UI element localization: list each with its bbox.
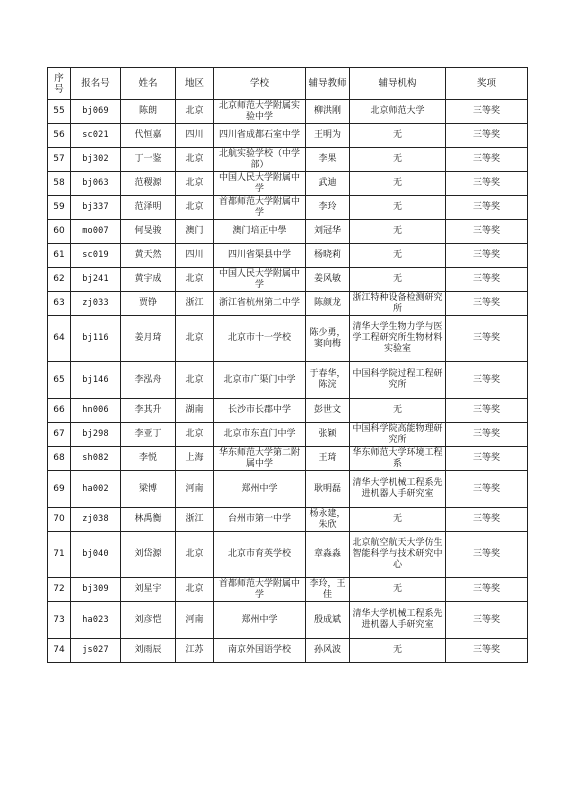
- cell-region: 江苏: [176, 639, 214, 663]
- award-list-page: [47, 67, 528, 663]
- cell-no: 56: [48, 124, 71, 148]
- table-row: [48, 196, 528, 220]
- cell-region: 浙江: [176, 508, 214, 532]
- header-reg: 报名号: [71, 68, 121, 100]
- cell-no: 62: [48, 268, 71, 292]
- cell-reg: zj038: [71, 508, 121, 532]
- cell-reg: bj337: [71, 196, 121, 220]
- cell-region: 北京: [176, 196, 214, 220]
- cell-org: 中国科学院过程工程研究所: [350, 362, 446, 399]
- table-row: [48, 508, 528, 532]
- table-row: [48, 148, 528, 172]
- cell-reg: bj309: [71, 578, 121, 602]
- cell-award: 三等奖: [446, 196, 528, 220]
- table-row: [48, 316, 528, 362]
- cell-award: 三等奖: [446, 602, 528, 639]
- table-row: [48, 399, 528, 423]
- cell-school: 浙江省杭州第二中学: [214, 292, 306, 316]
- table-row: [48, 292, 528, 316]
- cell-no: 66: [48, 399, 71, 423]
- cell-name: 李悦: [121, 447, 176, 471]
- cell-no: 69: [48, 471, 71, 508]
- cell-org: 清华大学机械工程系先进机器人手研究室: [350, 602, 446, 639]
- cell-school: 郑州中学: [214, 471, 306, 508]
- table-row: [48, 423, 528, 447]
- cell-reg: sc019: [71, 244, 121, 268]
- table-row: [48, 244, 528, 268]
- cell-region: 北京: [176, 532, 214, 578]
- cell-region: 河南: [176, 471, 214, 508]
- cell-org: 中国科学院高能物理研究所: [350, 423, 446, 447]
- cell-teacher: 李玲: [306, 196, 350, 220]
- cell-name: 李泓舟: [121, 362, 176, 399]
- table-header-row: [48, 68, 528, 100]
- cell-org: 华东师范大学环境工程系: [350, 447, 446, 471]
- cell-reg: ha023: [71, 602, 121, 639]
- cell-name: 刘彦恺: [121, 602, 176, 639]
- cell-org: 无: [350, 220, 446, 244]
- cell-no: 74: [48, 639, 71, 663]
- cell-region: 北京: [176, 423, 214, 447]
- cell-school: 中国人民大学附属中学: [214, 268, 306, 292]
- cell-award: 三等奖: [446, 268, 528, 292]
- cell-name: 黄天然: [121, 244, 176, 268]
- cell-reg: hn006: [71, 399, 121, 423]
- cell-name: 贾铮: [121, 292, 176, 316]
- cell-reg: sc021: [71, 124, 121, 148]
- cell-school: 四川省渠县中学: [214, 244, 306, 268]
- cell-name: 何旻骏: [121, 220, 176, 244]
- cell-name: 范泽明: [121, 196, 176, 220]
- cell-teacher: 王琦: [306, 447, 350, 471]
- cell-reg: bj298: [71, 423, 121, 447]
- table-row: [48, 532, 528, 578]
- header-teacher: 辅导教师: [306, 68, 350, 100]
- cell-no: 59: [48, 196, 71, 220]
- cell-name: 黄宇成: [121, 268, 176, 292]
- cell-region: 浙江: [176, 292, 214, 316]
- cell-award: 三等奖: [446, 471, 528, 508]
- cell-school: 北航实验学校（中学部）: [214, 148, 306, 172]
- cell-school: 北京市十一学校: [214, 316, 306, 362]
- cell-org: 无: [350, 124, 446, 148]
- header-name: 姓名: [121, 68, 176, 100]
- cell-name: 李亚丁: [121, 423, 176, 447]
- cell-teacher: 耿明磊: [306, 471, 350, 508]
- cell-school: 首都师范大学附属中学: [214, 196, 306, 220]
- cell-region: 湖南: [176, 399, 214, 423]
- cell-no: 57: [48, 148, 71, 172]
- cell-no: 60: [48, 220, 71, 244]
- cell-teacher: 姜风敏: [306, 268, 350, 292]
- cell-no: 58: [48, 172, 71, 196]
- cell-region: 四川: [176, 124, 214, 148]
- cell-no: 71: [48, 532, 71, 578]
- cell-school: 北京市东直门中学: [214, 423, 306, 447]
- cell-name: 刘星宇: [121, 578, 176, 602]
- cell-teacher: 武迪: [306, 172, 350, 196]
- cell-org: 清华大学机械工程系先进机器人手研究室: [350, 471, 446, 508]
- cell-name: 梁博: [121, 471, 176, 508]
- cell-award: 三等奖: [446, 148, 528, 172]
- cell-region: 北京: [176, 100, 214, 124]
- table-row: [48, 124, 528, 148]
- cell-teacher: 柳洪刚: [306, 100, 350, 124]
- cell-org: 北京师范大学: [350, 100, 446, 124]
- cell-award: 三等奖: [446, 100, 528, 124]
- cell-reg: bj241: [71, 268, 121, 292]
- cell-teacher: 孙风波: [306, 639, 350, 663]
- cell-org: 无: [350, 268, 446, 292]
- header-award: 奖项: [446, 68, 528, 100]
- cell-teacher: 杨永建，朱欣: [306, 508, 350, 532]
- cell-school: 北京市育英学校: [214, 532, 306, 578]
- table-row: [48, 447, 528, 471]
- cell-teacher: 殷成斌: [306, 602, 350, 639]
- cell-teacher: 陈少勇，窦向梅: [306, 316, 350, 362]
- cell-award: 三等奖: [446, 124, 528, 148]
- cell-region: 上海: [176, 447, 214, 471]
- cell-region: 北京: [176, 172, 214, 196]
- cell-no: 64: [48, 316, 71, 362]
- cell-region: 四川: [176, 244, 214, 268]
- cell-no: 61: [48, 244, 71, 268]
- table-row: [48, 578, 528, 602]
- cell-name: 丁一鉴: [121, 148, 176, 172]
- table-row: [48, 362, 528, 399]
- table-row: [48, 639, 528, 663]
- cell-region: 北京: [176, 148, 214, 172]
- header-region: 地区: [176, 68, 214, 100]
- cell-name: 陈朗: [121, 100, 176, 124]
- cell-reg: mo007: [71, 220, 121, 244]
- cell-teacher: 李玲，王佳: [306, 578, 350, 602]
- cell-teacher: 章淼淼: [306, 532, 350, 578]
- cell-reg: bj146: [71, 362, 121, 399]
- cell-teacher: 刘冠华: [306, 220, 350, 244]
- cell-award: 三等奖: [446, 244, 528, 268]
- cell-school: 郑州中学: [214, 602, 306, 639]
- cell-teacher: 彭世文: [306, 399, 350, 423]
- cell-name: 林禹衡: [121, 508, 176, 532]
- cell-teacher: 杨晓莉: [306, 244, 350, 268]
- cell-reg: sh082: [71, 447, 121, 471]
- table-row: [48, 268, 528, 292]
- cell-name: 范稷源: [121, 172, 176, 196]
- cell-name: 姜月琦: [121, 316, 176, 362]
- award-table: [47, 67, 528, 663]
- cell-award: 三等奖: [446, 532, 528, 578]
- cell-teacher: 王明为: [306, 124, 350, 148]
- cell-school: 澳门培正中學: [214, 220, 306, 244]
- cell-school: 台州市第一中学: [214, 508, 306, 532]
- cell-org: 浙江特种设备检测研究所: [350, 292, 446, 316]
- cell-org: 无: [350, 196, 446, 220]
- cell-no: 63: [48, 292, 71, 316]
- cell-reg: bj040: [71, 532, 121, 578]
- cell-region: 北京: [176, 268, 214, 292]
- cell-org: 清华大学生物力学与医学工程研究所生物材料实验室: [350, 316, 446, 362]
- cell-region: 北京: [176, 578, 214, 602]
- header-org: 辅导机构: [350, 68, 446, 100]
- cell-reg: ha002: [71, 471, 121, 508]
- cell-school: 华东师范大学第二附属中学: [214, 447, 306, 471]
- cell-teacher: 李果: [306, 148, 350, 172]
- cell-region: 河南: [176, 602, 214, 639]
- cell-teacher: 陈颜龙: [306, 292, 350, 316]
- cell-school: 南京外国语学校: [214, 639, 306, 663]
- cell-school: 中国人民大学附属中学: [214, 172, 306, 196]
- cell-org: 无: [350, 172, 446, 196]
- cell-award: 三等奖: [446, 292, 528, 316]
- cell-reg: bj063: [71, 172, 121, 196]
- cell-school: 长沙市长郡中学: [214, 399, 306, 423]
- cell-award: 三等奖: [446, 447, 528, 471]
- cell-award: 三等奖: [446, 220, 528, 244]
- cell-award: 三等奖: [446, 578, 528, 602]
- cell-award: 三等奖: [446, 639, 528, 663]
- cell-no: 55: [48, 100, 71, 124]
- cell-org: 无: [350, 508, 446, 532]
- cell-award: 三等奖: [446, 362, 528, 399]
- cell-school: 北京师范大学附属实验中学: [214, 100, 306, 124]
- cell-name: 刘雨辰: [121, 639, 176, 663]
- cell-reg: bj116: [71, 316, 121, 362]
- cell-region: 北京: [176, 316, 214, 362]
- cell-reg: bj069: [71, 100, 121, 124]
- cell-org: 北京航空航天大学仿生智能科学与技术研究中心: [350, 532, 446, 578]
- cell-award: 三等奖: [446, 508, 528, 532]
- cell-no: 70: [48, 508, 71, 532]
- table-row: [48, 172, 528, 196]
- cell-teacher: 于春华，陈浣: [306, 362, 350, 399]
- cell-org: 无: [350, 399, 446, 423]
- header-no: 序号: [48, 68, 71, 100]
- cell-reg: zj033: [71, 292, 121, 316]
- cell-org: 无: [350, 639, 446, 663]
- cell-org: 无: [350, 244, 446, 268]
- cell-region: 澳门: [176, 220, 214, 244]
- table-row: [48, 602, 528, 639]
- cell-teacher: 张颖: [306, 423, 350, 447]
- cell-award: 三等奖: [446, 316, 528, 362]
- cell-no: 72: [48, 578, 71, 602]
- cell-org: 无: [350, 578, 446, 602]
- cell-name: 刘岱源: [121, 532, 176, 578]
- header-school: 学校: [214, 68, 306, 100]
- table-row: [48, 471, 528, 508]
- cell-school: 四川省成都石室中学: [214, 124, 306, 148]
- cell-school: 首都师范大学附属中学: [214, 578, 306, 602]
- cell-region: 北京: [176, 362, 214, 399]
- cell-name: 代恒嘉: [121, 124, 176, 148]
- table-row: [48, 220, 528, 244]
- cell-reg: js027: [71, 639, 121, 663]
- cell-award: 三等奖: [446, 423, 528, 447]
- cell-name: 李其升: [121, 399, 176, 423]
- cell-award: 三等奖: [446, 399, 528, 423]
- cell-no: 65: [48, 362, 71, 399]
- cell-no: 73: [48, 602, 71, 639]
- cell-reg: bj302: [71, 148, 121, 172]
- cell-school: 北京市广渠门中学: [214, 362, 306, 399]
- table-row: [48, 100, 528, 124]
- cell-org: 无: [350, 148, 446, 172]
- cell-no: 67: [48, 423, 71, 447]
- cell-award: 三等奖: [446, 172, 528, 196]
- cell-no: 68: [48, 447, 71, 471]
